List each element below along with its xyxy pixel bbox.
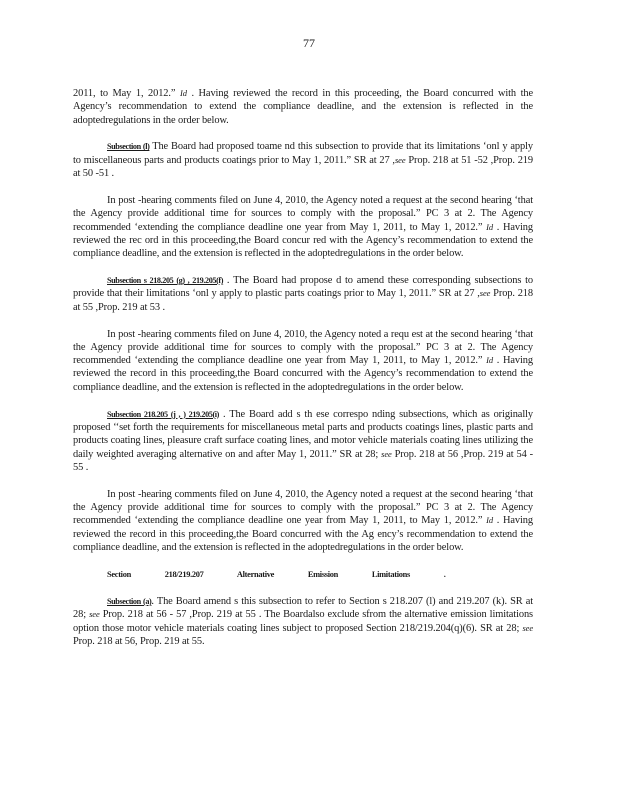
paragraph-list — [73, 87, 533, 554]
citation-signal: Id — [486, 221, 494, 232]
paragraph-text: . The Board had propose d to amend these corresponding subsections to provide that their limitations ‘onl y apply to plastic parts coatings prior to May 1, 2011.” SR at 27 , — [73, 275, 533, 300]
citation-signal: see — [522, 622, 533, 633]
paragraph-text: Prop. 218 at 55 ,Prop. 219 at 53 . — [73, 288, 533, 313]
paragraph-text: In post -hearing comments filed on June 4, 2010, the Agency noted a request at the second hearing ‘that the Agency provide additional time for sources to comply with the proposal.” PC 3 at 2. The Agency recommended ‘extending the compliance deadline one year from May 1, 2011, to May 1, 2012.” — [73, 194, 533, 233]
paragraph-text: . Having reviewed the record in this proceeding, the Board concurred with the Agency’s recommendation to extend the compliance deadline, and the extension is reflected in the adoptedregulations in the order below. — [73, 88, 533, 126]
paragraph — [73, 488, 533, 554]
citation-signal: see — [394, 154, 406, 165]
citation-signal: see — [89, 609, 100, 620]
paragraph-text: . The Board add s th ese correspo nding subsections, which as originally proposed ‘‘set forth the requirements for miscellaneous metal parts and products coatings lines, plastic parts and products coating lines, pleasure craft surface coating lines, and motor vehicle materials coating lines utilizing the daily weighted averaging alternative on and after May 1, 2011.” SR at 28; — [73, 408, 533, 460]
paragraph-text: 2011, to May 1, 2012.” — [73, 88, 180, 99]
paragraph — [73, 328, 533, 394]
paragraph-text: The Board had proposed toame nd this subsection to provide that its limitations ‘onl y apply to miscellaneous parts and products coatings prior to May 1, 2011.” SR at 27 , — [73, 141, 533, 166]
subsection-lead: Subsection s 218.205 (g) , 219.205(f) — [107, 276, 224, 286]
paragraph-text: . Having reviewed the rec ord in this proceeding,the Board concur red with the Agency’s recommendation to extend the compliance deadline, and the extension is reflected in the adoptedregulations in the order below. — [73, 221, 533, 260]
section-heading: Section 218/219.207 Alternative Emission Limitations . — [107, 569, 446, 579]
paragraph-text: Prop. 218 at 56 ,Prop. 219 at 54 - 55 . — [73, 448, 533, 473]
paragraph — [73, 194, 533, 260]
paragraph-text: Prop. 218 at 56 - 57 ,Prop. 219 at 55 . The Boardalso exclude sfrom the alternative emission limitations option those motor vehicle materials coating lines subject to proposed Section 218/219.204(q)(6). SR at 28; — [73, 609, 534, 634]
citation-signal: see — [381, 448, 392, 459]
paragraph — [73, 408, 533, 474]
paragraph-text: . The Board amend s this subsection to refer to Section s 218.207 (l) and 219.207 (k). SR at 28; — [73, 596, 533, 621]
subsection-lead: Subsection (l) — [107, 142, 150, 152]
paragraph-text: Prop. 218 at 51 -52 ,Prop. 219 at 50 -51 . — [73, 154, 533, 180]
citation-signal: Id — [486, 355, 494, 366]
final-paragraph — [73, 595, 533, 648]
paragraph — [73, 274, 533, 314]
citation-signal: Id — [179, 88, 187, 98]
paragraph-text: In post -hearing comments filed on June 4, 2010, the Agency noted a requ est at the second hearing ‘that the Agency provide additional time for sources to comply with the proposal.” PC 3 at 2. The Agency recommended ‘extending the compliance deadline one year from May 1, 2011, to May 1, 2012.” — [73, 328, 533, 367]
paragraph-text: In post -hearing comments filed on June 4, 2010, the Agency noted a request at the second hearing ‘that the Agency provide additional time for sources to comply with the proposal.” PC 3 at 2. The Agency recommended ‘extending the compliance deadline one year from May 1, 2011, to May 1, 2012.” — [73, 488, 533, 527]
citation-signal: Id — [486, 515, 494, 526]
paragraph — [73, 140, 533, 180]
subsection-lead: Subsection 218.205 (j , ) 219.205(i) — [107, 409, 219, 419]
paragraph-text: Prop. 218 at 56, Prop. 219 at 55. — [73, 635, 205, 647]
body-text — [73, 87, 533, 662]
page-number: 77 — [303, 36, 315, 50]
paragraph-text: . Having reviewed the record in this proceeding,the Board concurred with the Agency’s recommendation to extend the compliance deadline, and the extension is reflected in the adoptedregulations in the order below. — [73, 355, 533, 393]
paragraph-text: . Having reviewed the record in this proceeding,the Board concurred with the Ag ency’s recommendation to extend the compliance deadline, and the extension is reflected in the adoptedregulations in the order below. — [73, 515, 533, 553]
citation-signal: see — [479, 288, 491, 299]
paragraph — [73, 87, 533, 127]
subsection-lead: Subsection (a) — [107, 597, 152, 607]
